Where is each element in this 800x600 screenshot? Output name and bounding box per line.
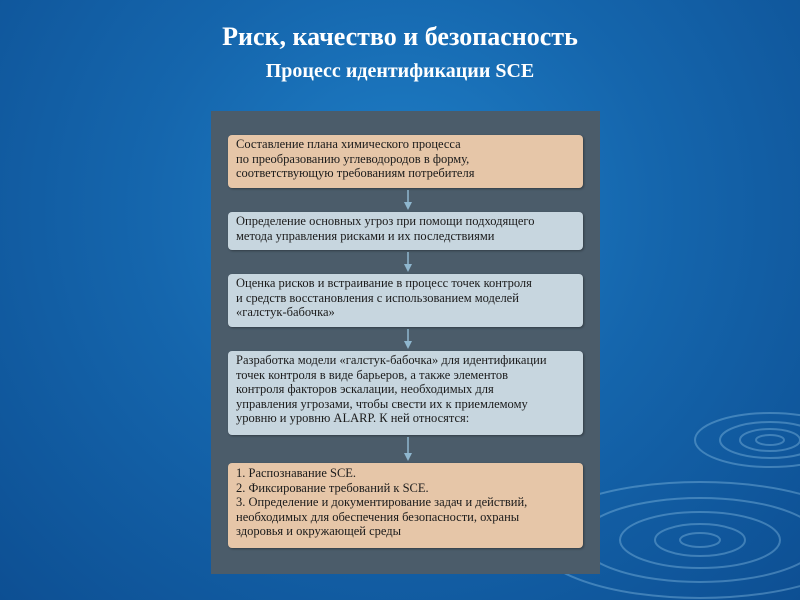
flow-step-5 (228, 463, 583, 548)
step-line: метода управления рисками и их последствиями (236, 228, 495, 243)
step-line: 3. Определение и документирование задач и действий, (236, 495, 528, 509)
step-line: здоровья и окружающей среды (236, 524, 402, 538)
step-line: контроля факторов эскалации, необходимых для (236, 382, 494, 396)
step-line: 2. Фиксирование требований к SCE. (236, 480, 429, 495)
step-line: Определение основных угроз при помощи подходящего (236, 214, 535, 228)
flowchart-panel (211, 111, 600, 574)
step-line: управления угрозами, чтобы свести их к приемлемому (236, 396, 528, 411)
down-arrow-icon (403, 329, 413, 349)
step-line: Составление плана химического процесса (236, 137, 461, 151)
step-line: 1. Распознавание SCE. (236, 466, 357, 480)
page-title: Риск, качество и безопасность (222, 22, 578, 51)
step-line: Разработка модели «галстук-бабочка» для идентификации (236, 353, 547, 367)
down-arrow-icon (403, 437, 413, 461)
step-line: и средств восстановления с использованием моделей (236, 290, 519, 305)
flow-step-4 (228, 351, 583, 435)
step-line: «галстук-бабочка» (236, 305, 335, 319)
down-arrow-icon (403, 252, 413, 272)
step-line: точек контроля в виде барьеров, а также элементов (236, 367, 508, 382)
step-line: необходимых для обеспечения безопасности, охраны (236, 509, 520, 524)
down-arrow-icon (403, 190, 413, 210)
flow-step-3 (228, 274, 583, 327)
step-line: соответствующую требованиям потребителя (236, 166, 475, 180)
step-line: Оценка рисков и встраивание в процесс точек контроля (236, 276, 532, 290)
page-subtitle: Процесс идентификации SCE (265, 60, 535, 82)
flow-step-2 (228, 212, 583, 250)
step-line: по преобразованию углеводородов в форму, (236, 151, 470, 166)
step-line: уровню и уровню ALARP. К ней относятся: (236, 411, 470, 425)
flow-step-1 (228, 135, 583, 188)
